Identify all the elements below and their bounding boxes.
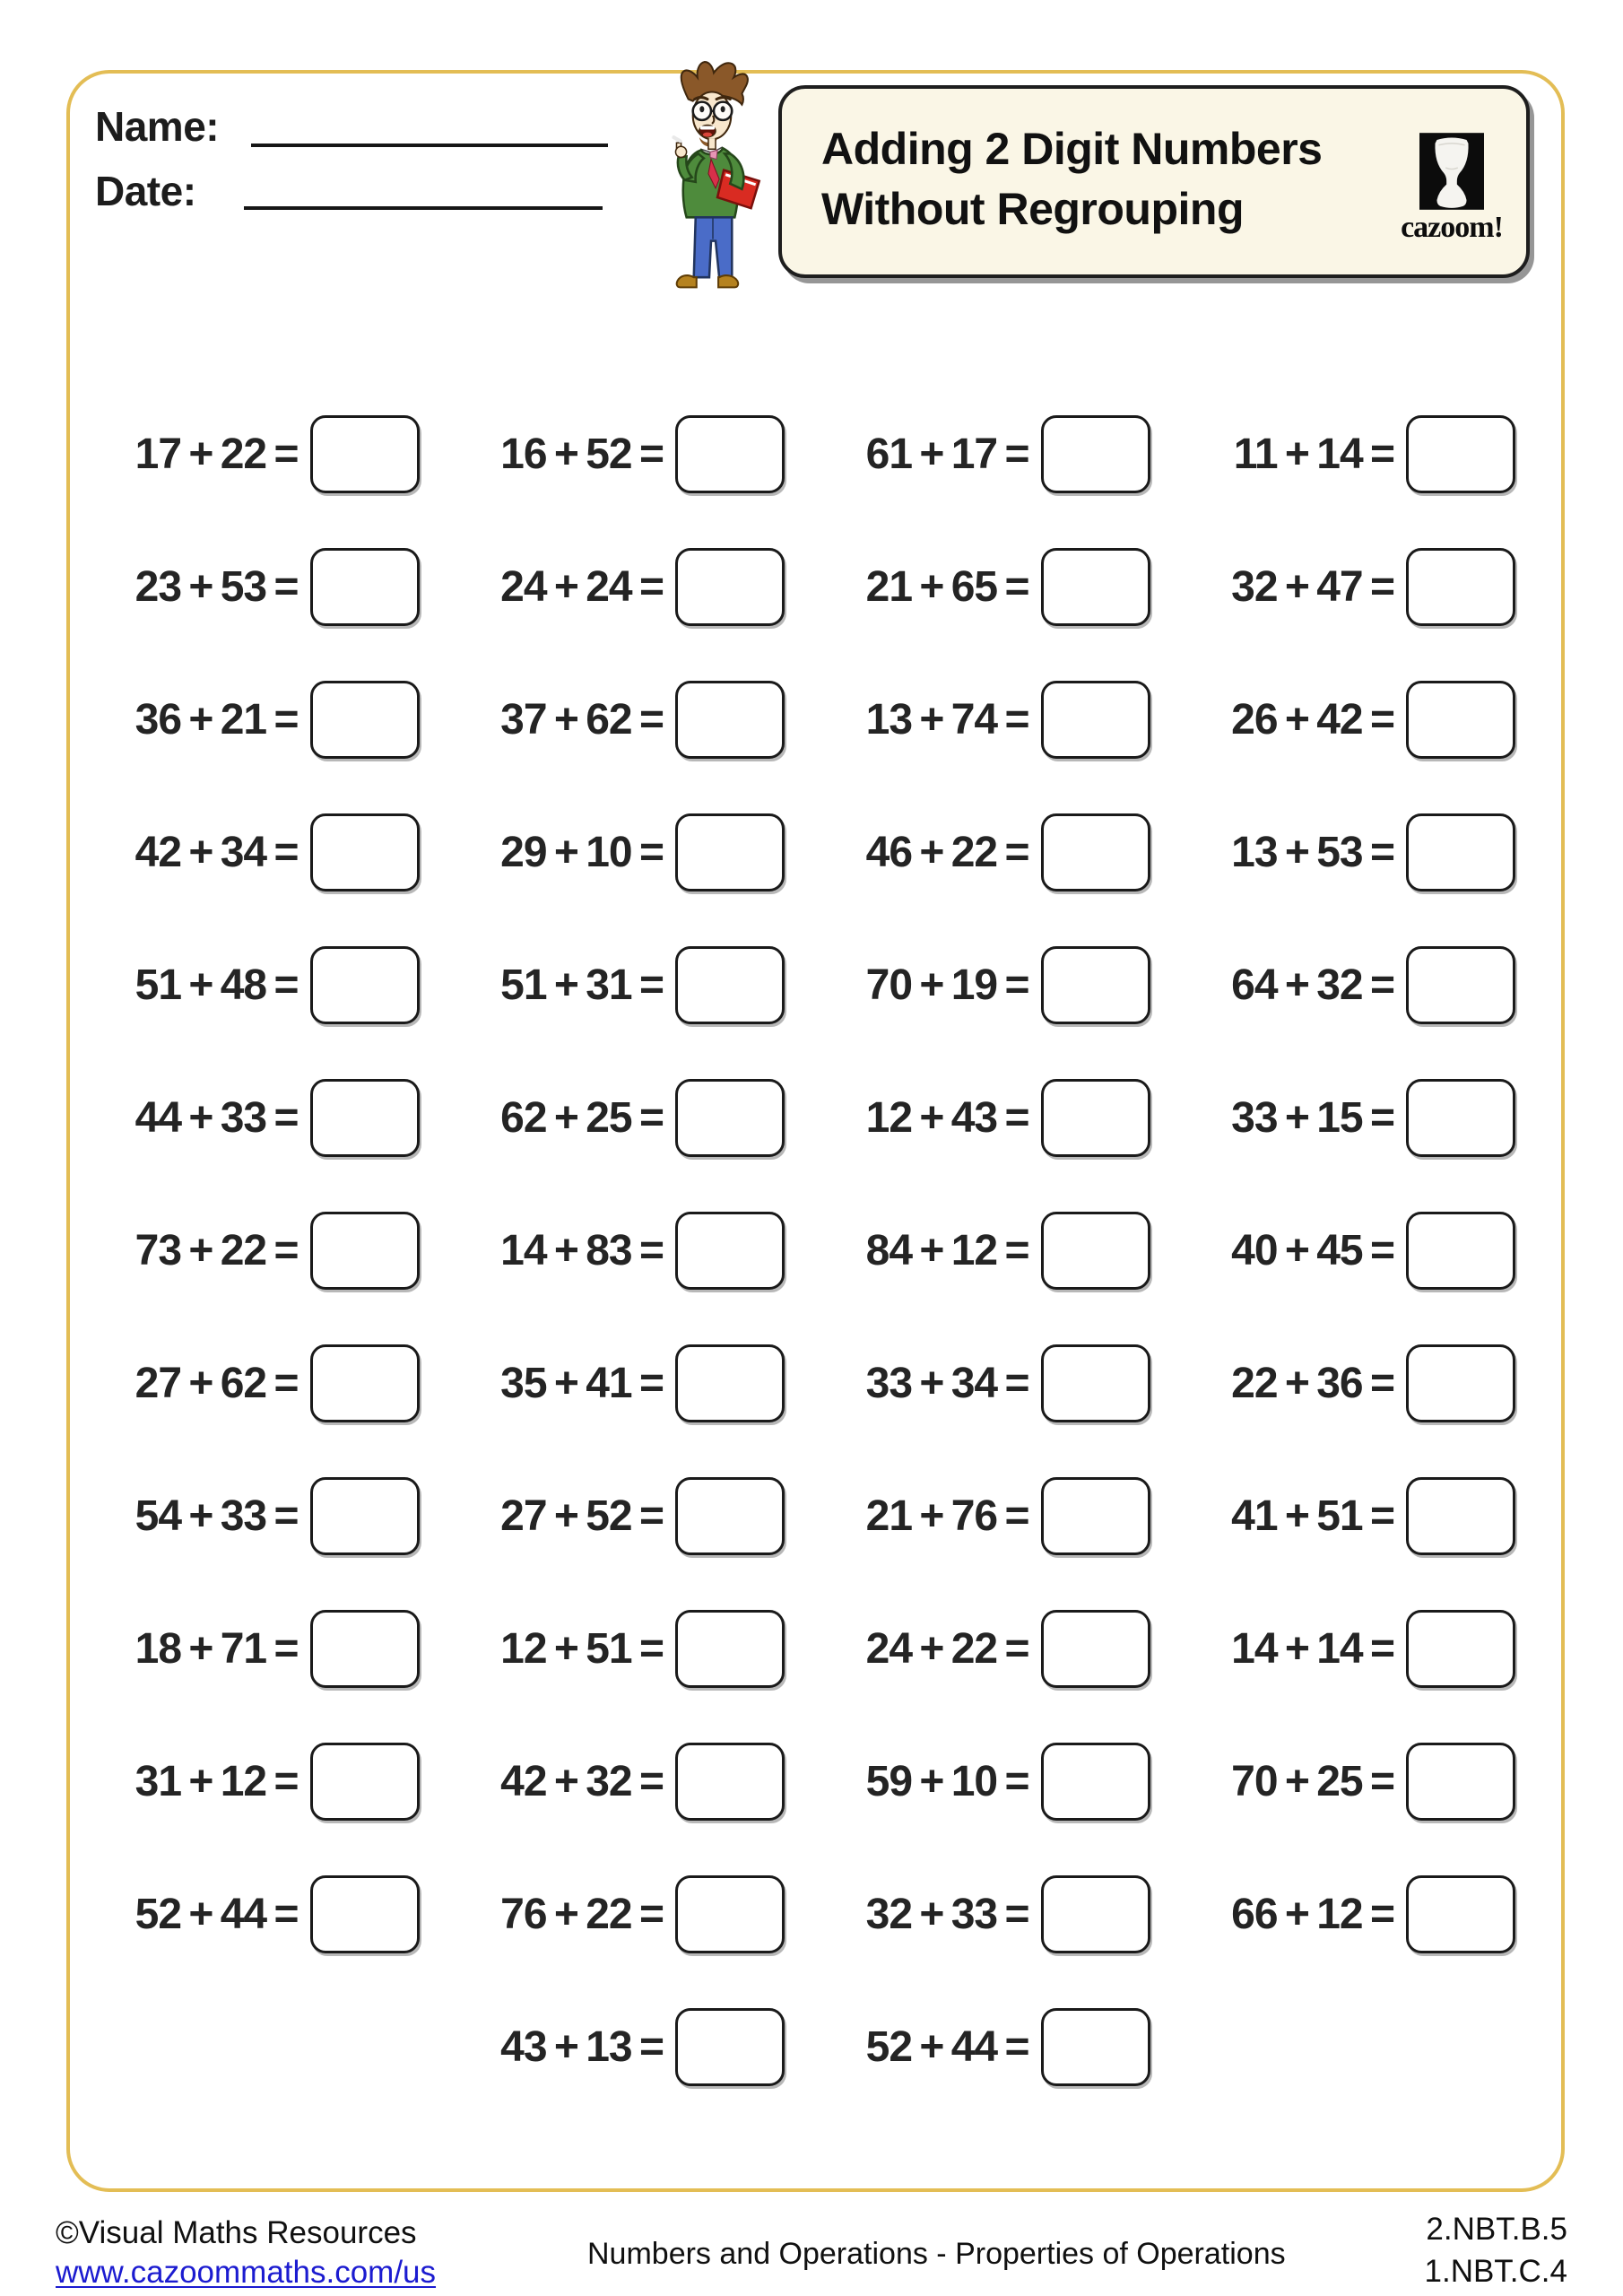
problem-cell — [67, 786, 433, 918]
equation-text: 41 + 51 = — [1231, 1492, 1394, 1540]
answer-box[interactable] — [675, 1212, 785, 1290]
answer-box[interactable] — [1041, 946, 1150, 1024]
answer-box[interactable] — [310, 681, 420, 759]
answer-box[interactable] — [675, 1743, 785, 1821]
equation-text: 21 + 65 = — [865, 562, 1029, 611]
problem-cell — [67, 1582, 433, 1715]
equation-text: 23 + 53 = — [135, 562, 299, 611]
answer-box[interactable] — [310, 1477, 420, 1555]
teacher-cartoon-icon — [644, 59, 780, 305]
problem-cell — [1164, 1317, 1530, 1449]
problem-cell — [1164, 918, 1530, 1051]
answer-box[interactable] — [675, 1344, 785, 1422]
answer-box[interactable] — [675, 1079, 785, 1157]
equation-text: 52 + 44 = — [135, 1890, 299, 1938]
answer-box[interactable] — [1406, 1079, 1515, 1157]
equation-text: 62 + 25 = — [500, 1093, 664, 1142]
equation-text: 44 + 33 = — [135, 1093, 299, 1142]
equation-text: 42 + 34 = — [135, 828, 299, 876]
problem-cell — [1164, 387, 1530, 520]
equation-text: 33 + 15 = — [1231, 1093, 1394, 1142]
equation-text: 51 + 31 = — [500, 961, 664, 1009]
problem-cell — [798, 653, 1164, 786]
problem-cell — [433, 520, 799, 653]
problem-cell — [67, 1715, 433, 1848]
equation-text: 24 + 24 = — [500, 562, 664, 611]
worksheet-title — [821, 119, 1322, 239]
answer-box[interactable] — [675, 946, 785, 1024]
answer-box[interactable] — [1406, 1212, 1515, 1290]
answer-box[interactable] — [675, 1477, 785, 1555]
equation-text: 54 + 33 = — [135, 1492, 299, 1540]
answer-box[interactable] — [310, 548, 420, 626]
equation-text: 36 + 21 = — [135, 695, 299, 744]
problem-cell — [798, 1582, 1164, 1715]
equation-text: 40 + 45 = — [1231, 1226, 1394, 1274]
equation-text: 61 + 17 = — [865, 430, 1029, 478]
answer-box[interactable] — [675, 2008, 785, 2086]
equation-text: 16 + 52 = — [500, 430, 664, 478]
equation-text: 13 + 74 = — [865, 695, 1029, 744]
answer-box[interactable] — [675, 681, 785, 759]
title-line-1: Adding 2 Digit Numbers — [821, 124, 1323, 174]
answer-box[interactable] — [1406, 1743, 1515, 1821]
answer-box[interactable] — [675, 548, 785, 626]
equation-text: 42 + 32 = — [500, 1757, 664, 1805]
answer-box[interactable] — [1406, 813, 1515, 891]
equation-text: 29 + 10 = — [500, 828, 664, 876]
answer-box[interactable] — [310, 1212, 420, 1290]
problem-cell — [433, 1848, 799, 1980]
problem-cell — [798, 786, 1164, 918]
problem-cell — [433, 1980, 799, 2113]
answer-box[interactable] — [310, 813, 420, 891]
cazoommaths-link[interactable]: www.cazoommaths.com/us — [56, 2255, 437, 2290]
problem-cell — [433, 387, 799, 520]
problem-cell — [798, 1715, 1164, 1848]
equation-text: 35 + 41 = — [500, 1359, 664, 1407]
equation-text: 37 + 62 = — [500, 695, 664, 744]
answer-box[interactable] — [1041, 1477, 1150, 1555]
answer-box[interactable] — [1406, 1344, 1515, 1422]
problem-cell — [67, 1184, 433, 1317]
problem-cell — [67, 387, 433, 520]
equation-text: 84 + 12 = — [865, 1226, 1029, 1274]
answer-box[interactable] — [1406, 1875, 1515, 1953]
problem-cell — [798, 1980, 1164, 2113]
equation-text: 17 + 22 = — [135, 430, 299, 478]
problems-grid — [67, 387, 1529, 2113]
problem-cell — [433, 1449, 799, 1582]
problem-cell — [1164, 1582, 1530, 1715]
answer-box[interactable] — [310, 1610, 420, 1688]
problem-cell — [67, 1449, 433, 1582]
equation-text: 12 + 43 = — [865, 1093, 1029, 1142]
copyright-text: ©Visual Maths Resources — [56, 2215, 417, 2250]
answer-box[interactable] — [675, 415, 785, 493]
problem-cell — [798, 1848, 1164, 1980]
problem-cell — [67, 653, 433, 786]
standard-code-1: 2.NBT.B.5 — [1426, 2212, 1567, 2247]
answer-box[interactable] — [1041, 548, 1150, 626]
answer-box[interactable] — [1041, 1212, 1150, 1290]
equation-text: 32 + 33 = — [865, 1890, 1029, 1938]
teacher-illustration — [644, 59, 780, 303]
problem-cell — [1164, 1848, 1530, 1980]
problem-cell — [1164, 1715, 1530, 1848]
title-box — [778, 85, 1530, 278]
equation-text: 27 + 62 = — [135, 1359, 299, 1407]
answer-box[interactable] — [1041, 1079, 1150, 1157]
problem-cell — [433, 1582, 799, 1715]
title-line-2: Without Regrouping — [821, 184, 1244, 234]
equation-text: 14 + 83 = — [500, 1226, 664, 1274]
problem-cell — [67, 520, 433, 653]
equation-text: 22 + 36 = — [1231, 1359, 1394, 1407]
answer-box[interactable] — [310, 1344, 420, 1422]
equation-text: 26 + 42 = — [1231, 695, 1394, 744]
problem-cell — [1164, 1051, 1530, 1184]
answer-box[interactable] — [1406, 1477, 1515, 1555]
problem-cell — [433, 1051, 799, 1184]
answer-box[interactable] — [1041, 1875, 1150, 1953]
equation-text: 43 + 13 = — [500, 2022, 664, 2071]
answer-box[interactable] — [310, 1079, 420, 1157]
equation-text: 66 + 12 = — [1231, 1890, 1394, 1938]
answer-box[interactable] — [1041, 681, 1150, 759]
problem-cell — [1164, 653, 1530, 786]
answer-box[interactable] — [1041, 2008, 1150, 2086]
problem-cell — [67, 1317, 433, 1449]
problem-cell — [433, 1715, 799, 1848]
equation-text: 11 + 14 = — [1233, 430, 1394, 478]
equation-text: 27 + 52 = — [500, 1492, 664, 1540]
answer-box[interactable] — [1041, 415, 1150, 493]
equation-text: 64 + 32 = — [1231, 961, 1394, 1009]
equation-text: 46 + 22 = — [865, 828, 1029, 876]
equation-text: 31 + 12 = — [135, 1757, 299, 1805]
answer-box[interactable] — [1406, 548, 1515, 626]
equation-text: 76 + 22 = — [500, 1890, 664, 1938]
equation-text: 14 + 14 = — [1231, 1624, 1394, 1673]
answer-box[interactable] — [675, 1875, 785, 1953]
problem-cell — [798, 520, 1164, 653]
problem-cell — [1164, 1184, 1530, 1317]
problem-cell — [798, 387, 1164, 520]
date-label: Date: — [95, 168, 196, 214]
answer-box[interactable] — [310, 415, 420, 493]
answer-box[interactable] — [310, 1743, 420, 1821]
answer-box[interactable] — [675, 813, 785, 891]
problem-cell — [67, 918, 433, 1051]
equation-text: 33 + 34 = — [865, 1359, 1029, 1407]
answer-box[interactable] — [310, 1875, 420, 1953]
equation-text: 21 + 76 = — [865, 1492, 1029, 1540]
answer-box[interactable] — [1041, 1344, 1150, 1422]
equation-text: 70 + 19 = — [865, 961, 1029, 1009]
problem-cell — [798, 918, 1164, 1051]
standard-code-2: 1.NBT.C.4 — [1424, 2254, 1567, 2289]
standards-codes — [1425, 2208, 1568, 2292]
answer-box[interactable] — [1406, 415, 1515, 493]
equation-text: 59 + 10 = — [865, 1757, 1029, 1805]
answer-box[interactable] — [1041, 813, 1150, 891]
equation-text: 70 + 25 = — [1231, 1757, 1394, 1805]
problem-cell — [1164, 1449, 1530, 1582]
problem-cell — [67, 1980, 433, 2113]
answer-box[interactable] — [310, 946, 420, 1024]
problem-cell — [433, 653, 799, 786]
date-input-line[interactable] — [244, 206, 603, 210]
answer-box[interactable] — [1406, 681, 1515, 759]
answer-box[interactable] — [1406, 1610, 1515, 1688]
equation-text: 51 + 48 = — [135, 961, 299, 1009]
equation-text: 13 + 53 = — [1231, 828, 1394, 876]
answer-box[interactable] — [1041, 1610, 1150, 1688]
cazoom-logo-text: cazoom! — [1401, 211, 1503, 244]
answer-box[interactable] — [675, 1610, 785, 1688]
problem-cell — [433, 918, 799, 1051]
problem-cell — [433, 1184, 799, 1317]
problem-cell — [798, 1317, 1164, 1449]
problem-cell — [798, 1184, 1164, 1317]
footer-topic-text: Numbers and Operations - Properties of Operations — [587, 2237, 1286, 2271]
name-input-line[interactable] — [251, 144, 608, 147]
cazoom-logo — [1392, 132, 1512, 245]
answer-box[interactable] — [1041, 1743, 1150, 1821]
problem-cell — [798, 1051, 1164, 1184]
equation-text: 12 + 51 = — [500, 1624, 664, 1673]
problem-cell — [1164, 520, 1530, 653]
problem-cell — [1164, 786, 1530, 918]
equation-text: 24 + 22 = — [865, 1624, 1029, 1673]
problem-cell — [67, 1848, 433, 1980]
problem-cell — [1164, 1980, 1530, 2113]
problem-cell — [67, 1051, 433, 1184]
equation-text: 32 + 47 = — [1231, 562, 1394, 611]
problem-cell — [433, 1317, 799, 1449]
problem-cell — [798, 1449, 1164, 1582]
equation-text: 73 + 22 = — [135, 1226, 299, 1274]
name-label: Name: — [95, 103, 220, 150]
problem-cell — [433, 786, 799, 918]
djembe-drum-icon — [1419, 132, 1484, 211]
equation-text: 18 + 71 = — [135, 1624, 299, 1673]
answer-box[interactable] — [1406, 946, 1515, 1024]
equation-text: 52 + 44 = — [865, 2022, 1029, 2071]
